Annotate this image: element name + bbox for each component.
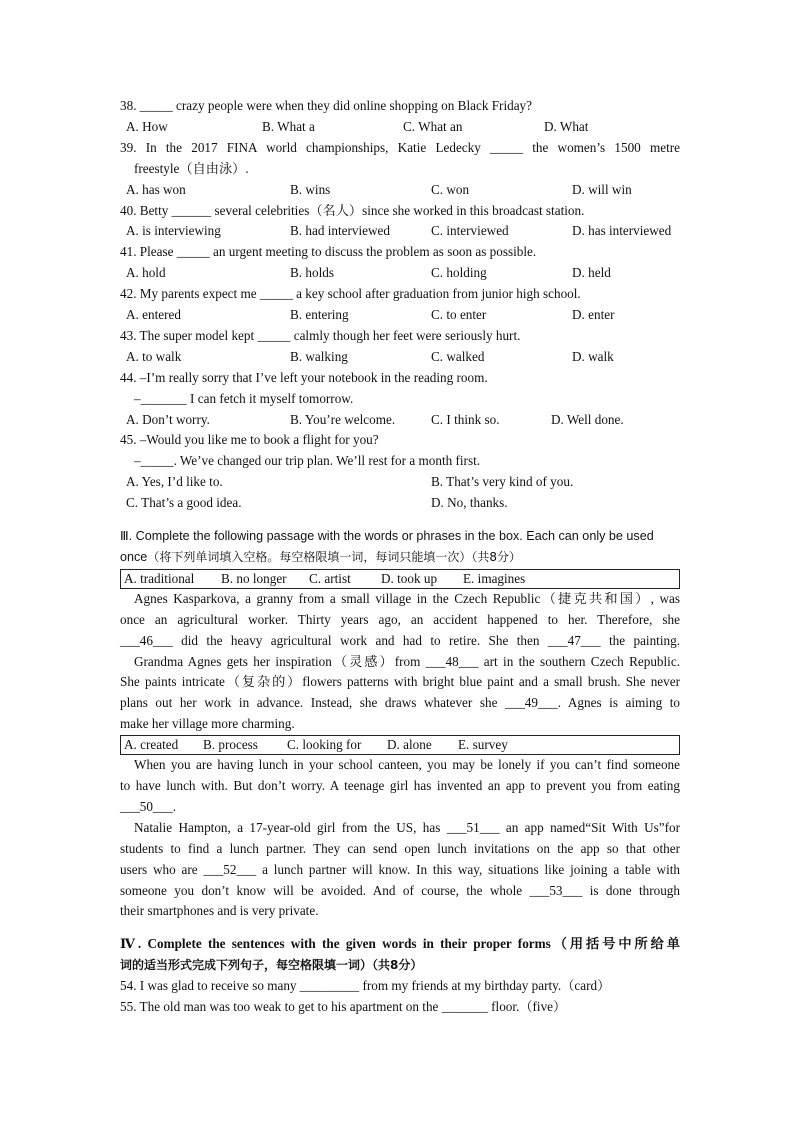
question-54: 54. I was glad to receive so many _________ from my friends at my birthday party.（card） bbox=[120, 978, 611, 994]
section-3-heading-cn: （将下列单词填入空格。每空格限填一词，每词只能填一次）（共8分） bbox=[147, 549, 521, 564]
option-a: A. has won bbox=[126, 181, 186, 197]
option-d: D. walk bbox=[572, 348, 614, 364]
question-43-options bbox=[120, 347, 680, 368]
word-box-item: D. took up bbox=[381, 570, 438, 586]
section-4-heading-line1: Ⅳ. Complete the sentences with the given words in their proper forms（用括号中所给单 bbox=[120, 936, 680, 952]
question-45-options-row2 bbox=[120, 493, 680, 514]
word-box-item: E. survey bbox=[458, 737, 508, 753]
passage-1-line: once an agricultural worker. Thirty years ago, an accident happened to her. Therefore, she bbox=[120, 611, 680, 627]
option-b: B. entering bbox=[290, 307, 349, 322]
passage-2-line: plans out her work in advance. Instead, she draws whatever she ___49___. Agnes is aiming to bbox=[120, 695, 680, 711]
option-d: D. will win bbox=[572, 181, 632, 197]
option-d: D. has interviewed bbox=[572, 223, 672, 239]
option-b: B. wins bbox=[290, 181, 331, 197]
question-39-stem: 39. In the 2017 FINA world championships, Katie Ledecky _____ the women’s 1500 metre bbox=[120, 139, 680, 155]
passage-3-line: to have lunch with. But don’t worry. A teenage girl has invented an app to prevent you from eating bbox=[120, 778, 680, 794]
option-c: C. walked bbox=[431, 348, 485, 364]
section-3-heading-en: once bbox=[120, 549, 148, 564]
option-a: A. is interviewing bbox=[126, 223, 221, 239]
word-box-item: A. created bbox=[124, 737, 179, 753]
passage-4-line: students to find a lunch partner. They can send open lunch invitations on the app so that other bbox=[120, 840, 680, 856]
question-44-stem: 44. –I’m really sorry that I’ve left your notebook in the reading room. bbox=[120, 369, 488, 385]
option-a: A. hold bbox=[126, 265, 166, 281]
word-box-item: C. looking for bbox=[287, 737, 362, 753]
question-39-stem-cont: freestyle（自由泳）. bbox=[134, 160, 249, 176]
option-c: C. I think so. bbox=[431, 411, 500, 427]
passage-4-line: users who are ___52___ a lunch partner will know. In this way, situations like joining a table with bbox=[120, 861, 680, 877]
section-4-heading-line2: 词的适当形式完成下列句子，每空格限填一词）（共8分） bbox=[120, 958, 423, 973]
section-3-heading-line2 bbox=[120, 547, 680, 568]
passage-3-line: ___50___. bbox=[120, 798, 177, 814]
option-a: A. Don’t worry. bbox=[126, 411, 210, 427]
option-b: B. That’s very kind of you. bbox=[431, 474, 574, 490]
option-b: B. walking bbox=[290, 348, 348, 364]
option-a: A. entered bbox=[126, 307, 181, 322]
question-45-stem: 45. –Would you like me to book a flight for you? bbox=[120, 432, 379, 448]
word-box-item: B. no longer bbox=[221, 570, 287, 586]
passage-4-line: someone you don’t know will be avoided. And of course, the whole ___53___ is done through bbox=[120, 882, 680, 898]
option-c: C. holding bbox=[431, 265, 487, 281]
word-box-1 bbox=[120, 569, 680, 589]
passage-2-line: make her village more charming. bbox=[120, 716, 295, 732]
passage-3-line: When you are having lunch in your school canteen, you may be lonely if you can’t find someone bbox=[134, 757, 680, 773]
passage-4-line: their smartphones and is very private. bbox=[120, 903, 319, 919]
word-box-item: A. traditional bbox=[124, 570, 195, 586]
section-3-heading bbox=[120, 526, 680, 568]
option-a: A. How bbox=[126, 118, 168, 134]
option-c: C. interviewed bbox=[431, 223, 509, 239]
question-55: 55. The old man was too weak to get to his apartment on the _______ floor.（five） bbox=[120, 999, 567, 1015]
word-box-item: E. imagines bbox=[463, 570, 526, 586]
option-c: C. to enter bbox=[431, 307, 487, 322]
option-d: D. Well done. bbox=[551, 411, 624, 427]
option-a: A. Yes, I’d like to. bbox=[126, 474, 223, 490]
option-d: D. No, thanks. bbox=[431, 495, 508, 511]
option-b: B. You’re welcome. bbox=[290, 411, 396, 427]
question-45-stem-cont: –_____. We’ve changed our trip plan. We’ll rest for a month first. bbox=[134, 453, 481, 469]
option-a: A. to walk bbox=[126, 348, 182, 364]
question-39-options bbox=[120, 180, 680, 201]
word-box-item: B. process bbox=[203, 737, 258, 753]
passage-1-line: ___46___ did the heavy agricultural work and had to retire. She then ___47___ the painting. bbox=[120, 632, 680, 648]
option-d: D. What bbox=[544, 118, 589, 134]
passage-2-line: She paints intricate（复杂的）flowers patterns with bright blue paint and a small brush. She never bbox=[120, 674, 680, 690]
word-box-item: D. alone bbox=[387, 737, 432, 753]
passage-2-line: Grandma Agnes gets her inspiration（灵感）from ___48___ art in the southern Czech Republic. bbox=[134, 653, 680, 669]
word-box-item: C. artist bbox=[309, 570, 351, 586]
question-42-options bbox=[120, 305, 680, 326]
question-45-options-row1 bbox=[120, 472, 680, 493]
question-44-options bbox=[120, 410, 680, 431]
question-43-stem: 43. The super model kept _____ calmly though her feet were seriously hurt. bbox=[120, 327, 521, 343]
question-40-stem: 40. Betty ______ several celebrities（名人）since she worked in this broadcast station. bbox=[120, 202, 585, 218]
passage-1-line: Agnes Kasparkova, a granny from a small village in the Czech Republic（捷克共和国）, was bbox=[134, 590, 680, 606]
question-41-options bbox=[120, 263, 680, 284]
question-38-stem: 38. _____ crazy people were when they did online shopping on Black Friday? bbox=[120, 98, 533, 113]
option-b: B. What a bbox=[262, 118, 315, 134]
question-41-stem: 41. Please _____ an urgent meeting to discuss the problem as soon as possible. bbox=[120, 244, 537, 260]
option-b: B. had interviewed bbox=[290, 223, 390, 239]
option-d: D. held bbox=[572, 265, 611, 281]
section-4-heading bbox=[120, 934, 680, 976]
option-d: D. enter bbox=[572, 307, 615, 322]
question-38-options bbox=[120, 117, 680, 138]
option-c: C. won bbox=[431, 181, 470, 197]
section-3-heading-line1: Ⅲ. Complete the following passage with the words or phrases in the box. Each can only be used bbox=[120, 528, 654, 543]
option-b: B. holds bbox=[290, 265, 334, 281]
exam-page bbox=[120, 96, 680, 1018]
passage-4-line: Natalie Hampton, a 17-year-old girl from the US, has ___51___ an app named“Sit With Us”for bbox=[134, 819, 680, 835]
option-c: C. That’s a good idea. bbox=[126, 495, 242, 511]
question-42-stem: 42. My parents expect me _____ a key school after graduation from junior high school. bbox=[120, 286, 581, 302]
question-40-options bbox=[120, 221, 680, 242]
option-c: C. What an bbox=[403, 118, 463, 134]
question-44-stem-cont: –_______ I can fetch it myself tomorrow. bbox=[134, 390, 354, 406]
word-box-2 bbox=[120, 735, 680, 755]
